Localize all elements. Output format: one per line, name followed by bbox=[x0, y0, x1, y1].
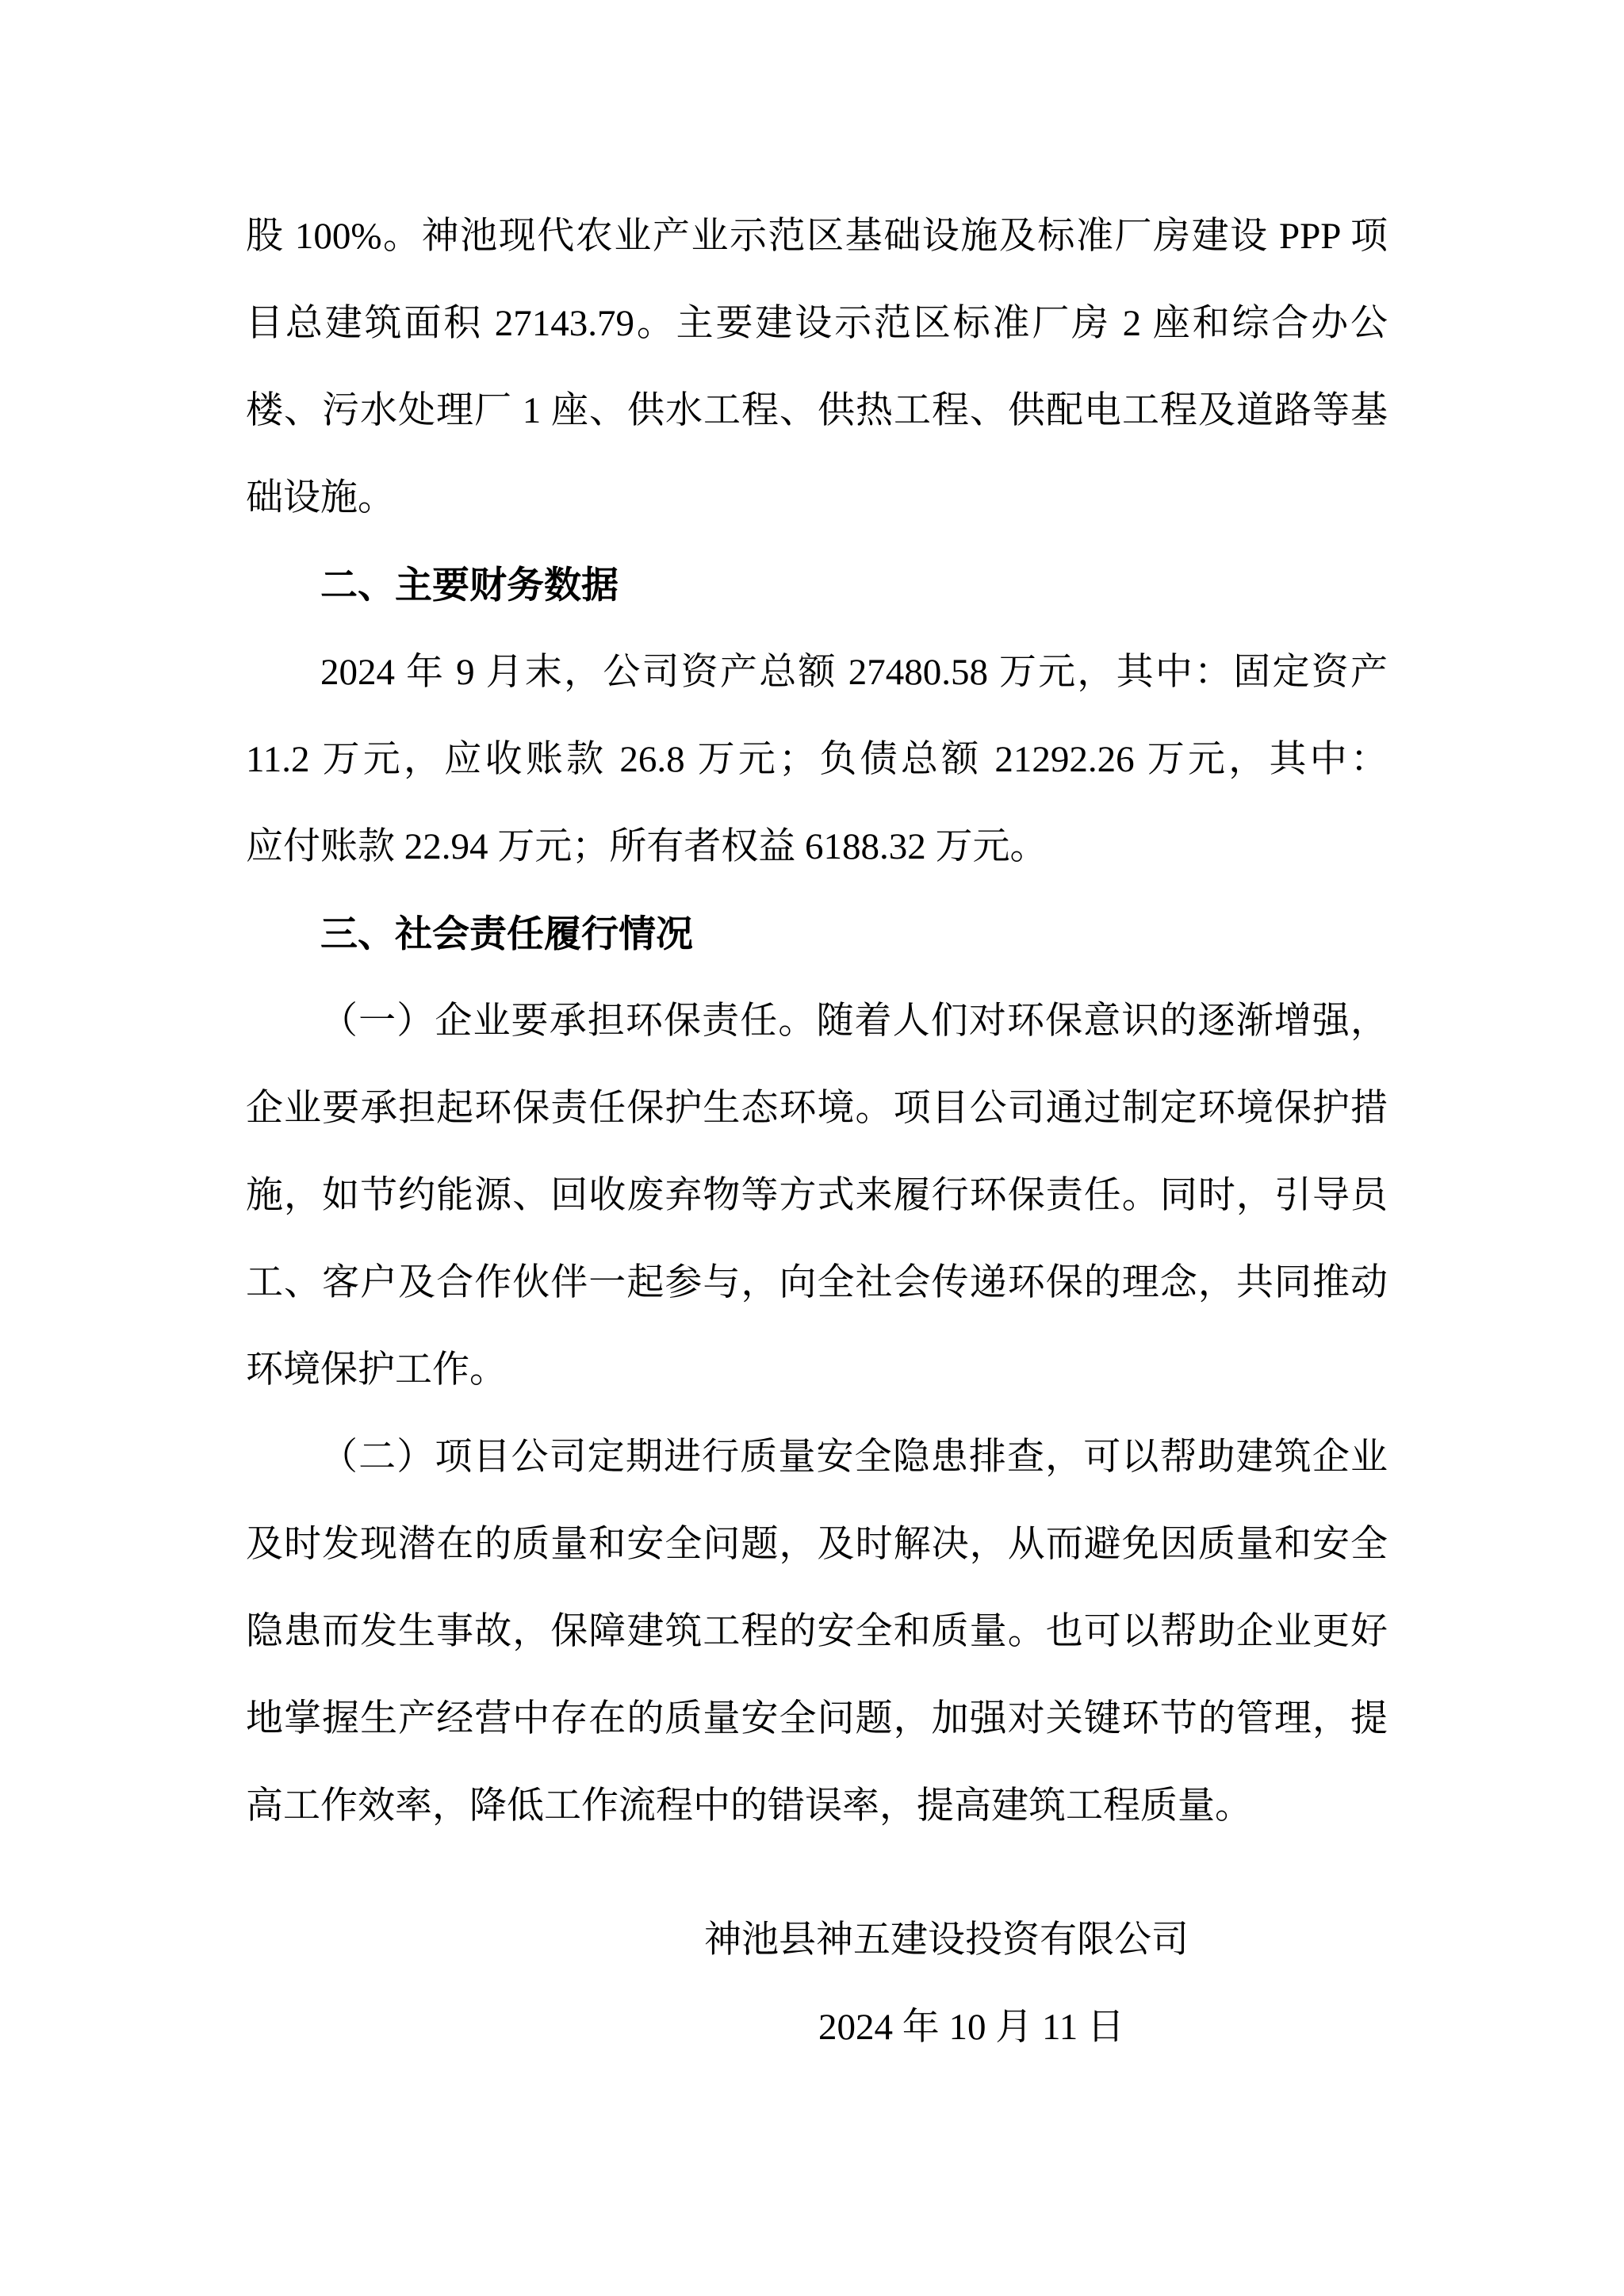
paragraph-spacer bbox=[246, 1850, 1388, 1896]
document-content bbox=[246, 193, 1388, 2071]
section-heading-social: 三、社会责任履行情况 bbox=[320, 913, 693, 955]
text-line: 环境保护工作。 bbox=[246, 1349, 507, 1391]
text-line: 楼、污水处理厂 1 座、供水工程、供热工程、供配电工程及道路等基 bbox=[246, 390, 1388, 431]
text-line: 2024 年 9 月末，公司资产总额 27480.58 万元，其中：固定资产 bbox=[320, 652, 1388, 693]
paragraph-environment bbox=[246, 978, 1388, 1414]
date-line: 2024 年 10 月 11 日 bbox=[818, 2007, 1125, 2048]
text-line: 高工作效率，降低工作流程中的错误率，提高建筑工程质量。 bbox=[246, 1785, 1252, 1827]
paragraph-quality bbox=[246, 1414, 1388, 1850]
paragraph-finance bbox=[246, 629, 1388, 890]
text-line: （一）企业要承担环保责任。随着人们对环保意识的逐渐增强， bbox=[320, 1001, 1388, 1042]
text-line: （二）项目公司定期进行质量安全隐患排查，可以帮助建筑企业 bbox=[320, 1437, 1388, 1478]
text-line: 企业要承担起环保责任保护生态环境。项目公司通过制定环境保护措 bbox=[246, 1088, 1388, 1129]
section-heading-finance: 二、主要财务数据 bbox=[320, 564, 619, 606]
paragraph-project bbox=[246, 193, 1388, 541]
text-line: 地掌握生产经营中存在的质量安全问题，加强对关键环节的管理，提 bbox=[246, 1698, 1388, 1739]
signature-line: 神池县神五建设投资有限公司 bbox=[704, 1919, 1189, 1961]
text-line: 隐患而发生事故，保障建筑工程的安全和质量。也可以帮助企业更好 bbox=[246, 1611, 1388, 1652]
text-line: 股 100%。神池现代农业产业示范区基础设施及标准厂房建设 PPP 项 bbox=[246, 216, 1388, 257]
text-line: 施，如节约能源、回收废弃物等方式来履行环保责任。同时，引导员 bbox=[246, 1175, 1388, 1216]
text-line: 目总建筑面积 27143.79。主要建设示范区标准厂房 2 座和综合办公 bbox=[246, 303, 1388, 344]
text-line: 11.2 万元，应收账款 26.8 万元；负债总额 21292.26 万元，其中： bbox=[246, 739, 1388, 780]
text-line: 及时发现潜在的质量和安全问题，及时解决，从而避免因质量和安全 bbox=[246, 1524, 1388, 1565]
text-line: 础设施。 bbox=[246, 477, 395, 519]
text-line: 工、客户及合作伙伴一起参与，向全社会传递环保的理念，共同推动 bbox=[246, 1262, 1388, 1303]
text-line: 应付账款 22.94 万元；所有者权益 6188.32 万元。 bbox=[246, 826, 1048, 867]
